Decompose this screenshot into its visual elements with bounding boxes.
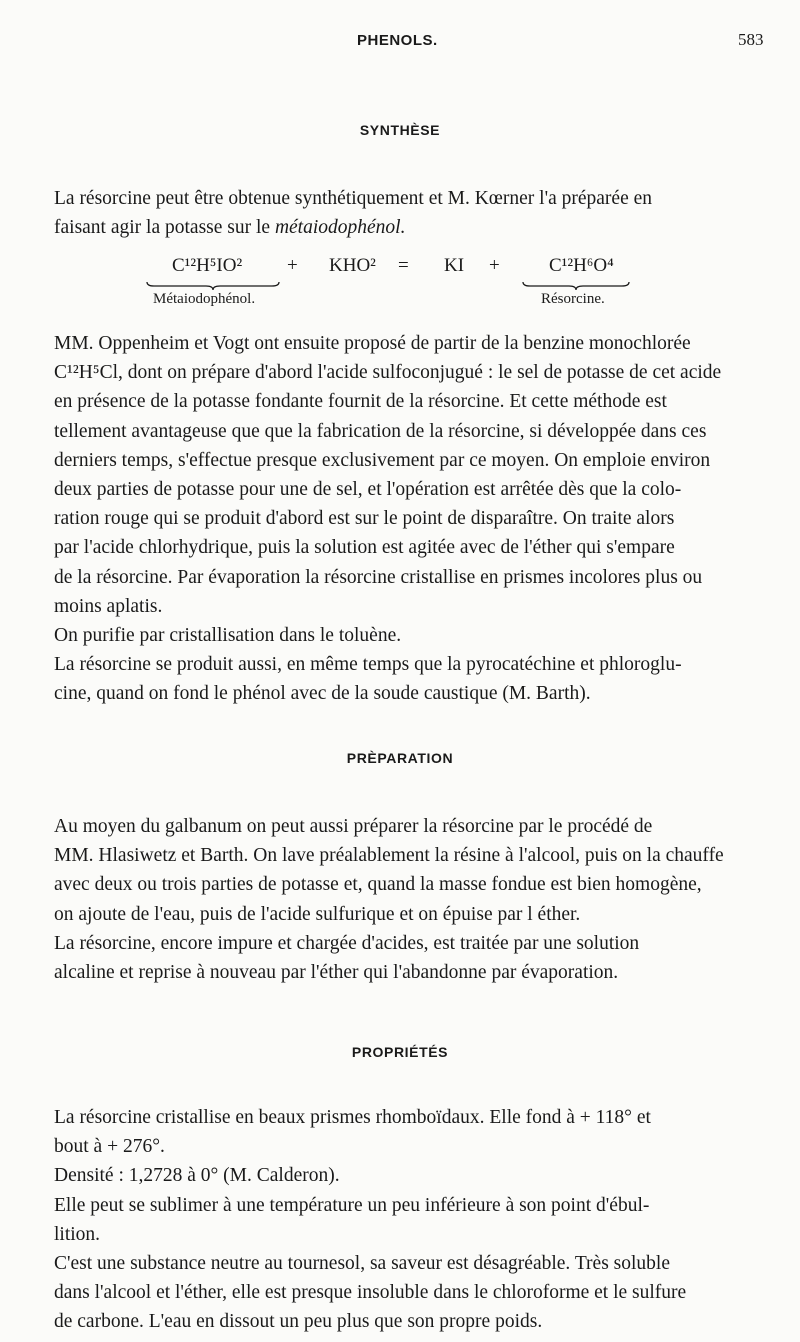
text-line [54,213,754,242]
text-line: C¹²H⁵Cl, dont on prépare d'abord l'acide sulfoconjugué : le sel de potasse de cet acide [54,362,722,384]
text-fragment: faisant agir la potasse sur le [54,217,275,239]
text-line: La résorcine peut être obtenue synthétiquement et M. Kœrner l'a préparée en [54,188,653,209]
text-line: Densité : 1,2728 à 0° (M. Calderon). [54,1165,340,1187]
running-head: PHENOLS. [357,32,438,49]
text-line: deux parties de potasse pour une de sel, et l'opération est arrêtée dès que la colo- [54,479,682,501]
italic-term: métaiodophénol. [274,217,406,239]
text-line: La résorcine, encore impure et chargée d'acides, est traitée par une solution [54,932,640,954]
text-line: MM. Hlasiwetz et Barth. On lave préalablement la résine à l'alcool, puis on la chauffe [54,845,724,867]
page-number: 583 [738,30,764,49]
text-line: en présence de la potasse fondante fournit de la résorcine. Et cette méthode est [54,391,667,413]
text-line: La résorcine se produit aussi, en même temps que la pyrocatéchine et phloroglu- [54,654,682,676]
text-line: C'est une substance neutre au tournesol, sa saveur est désagréable. Très soluble [54,1253,670,1275]
underbrace-icon [146,281,280,291]
text-line: MM. Oppenheim et Vogt ont ensuite proposé de partir de la benzine monochlorée [54,333,691,354]
preparation-paragraphs [54,812,754,987]
equation-operator: = [398,255,409,276]
text-line: Elle peut se sublimer à une température un peu inférieure à son point d'ébul- [54,1194,650,1216]
underbrace-icon [522,281,630,291]
chemical-equation [0,255,800,315]
equation-term: KHO² [329,255,376,276]
text-line: bout à + 276°. [54,1136,165,1158]
text-line: derniers temps, s'effectue presque exclusivement par ce moyen. On emploie environ [54,449,711,471]
synthese-paragraph-1 [54,184,754,242]
text-line: ration rouge qui se produit d'abord est sur le point de disparaître. On traite alors [54,508,675,530]
synthese-paragraph-2 [54,329,754,709]
section-title-preparation: PRÈPARATION [346,750,454,766]
equation-operator: + [489,255,500,276]
text-line: dans l'alcool et l'éther, elle est presque insoluble dans le chloroforme et le sulfure [54,1282,687,1304]
equation-term: KI [444,255,465,276]
text-line: Au moyen du galbanum on peut aussi préparer la résorcine par le procédé de [54,816,653,837]
text-line: lition. [54,1223,101,1245]
text-line: On purifie par cristallisation dans le toluène. [54,625,402,647]
equation-term: C¹²H⁵IO² [172,255,243,276]
text-line: avec deux ou trois parties de potasse et, quand la masse fondue est bien homogène, [54,874,702,896]
section-title-synthese: SYNTHÈSE [359,122,441,138]
text-line: par l'acide chlorhydrique, puis la solution est agitée avec de l'éther qui s'empare [54,537,675,559]
text-line: de la résorcine. Par évaporation la résorcine cristallise en prismes incolores plus ou [54,566,703,588]
equation-label: Métaiodophénol. [153,291,256,307]
equation-term: C¹²H⁶O⁴ [549,255,614,276]
text-line: de carbone. L'eau en dissout un peu plus que son propre poids. [54,1311,543,1333]
equation-operator: + [287,255,298,276]
text-line: alcaline et reprise à nouveau par l'éther qui l'abandonne par évaporation. [54,962,619,984]
text-line: tellement avantageuse que que la fabrication de la résorcine, si développée dans ces [54,420,707,442]
text-line: moins aplatis. [54,595,163,617]
section-title-proprietes: PROPRIÉTÉS [351,1044,449,1060]
text-line: La résorcine cristallise en beaux prismes rhomboïdaux. Elle fond à + 118° et [54,1107,651,1128]
equation-label: Résorcine. [541,291,605,307]
text-line: on ajoute de l'eau, puis de l'acide sulfurique et on épuise par l éther. [54,903,581,925]
proprietes-paragraphs [54,1103,754,1337]
text-line: cine, quand on fond le phénol avec de la soude caustique (M. Barth). [54,683,591,705]
page-header [0,28,800,58]
